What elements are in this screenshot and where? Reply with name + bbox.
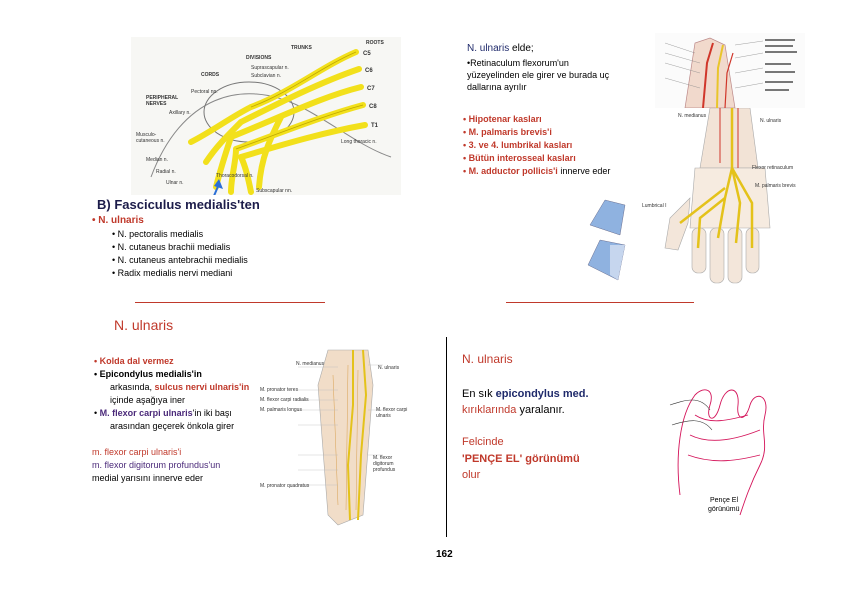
label-pectoral: Pectoral nn. <box>191 89 218 95</box>
bl-bullet-3b: arasından geçerek önkola girer <box>110 421 235 431</box>
innervation-item-3: • 3. ve 4. lumbrikal kasları <box>463 140 573 150</box>
retinaculum-line-2: yüzeyelinden ele girer ve burada uç <box>467 70 610 80</box>
arm-label-ulnaris: N. ulnaris <box>378 365 400 371</box>
label-c5: C5 <box>363 51 371 57</box>
hand-superficial-drawing <box>655 33 805 108</box>
epicondylus-term: epicondylus med. <box>495 388 589 400</box>
ulnaris-hand-title-suffix: elde; <box>509 43 534 54</box>
label-median: Median n. <box>146 157 168 163</box>
br-line-4 <box>462 453 580 465</box>
section-b-sub: • N. ulnaris <box>92 215 144 226</box>
label-thoracodorsal: Thoracodorsal n. <box>216 173 254 179</box>
divider-right <box>506 302 694 303</box>
adductor-pollicis: • M. adductor pollicis'i <box>463 166 558 176</box>
hand-label-ulnaris: N. ulnaris <box>760 118 782 124</box>
section-b-item-2: • N. cutaneus brachii medialis <box>112 242 231 252</box>
fcu-term: M. flexor carpi ulnaris <box>99 408 193 418</box>
vertical-separator <box>446 337 447 537</box>
label-trunks: TRUNKS <box>291 45 312 51</box>
label-axillary: Axillary n. <box>169 110 191 116</box>
hand-superficial-image <box>655 33 805 108</box>
section-b-item-1: • N. pectoralis medialis <box>112 229 204 239</box>
section-b-heading <box>97 197 260 212</box>
bl-para-1: m. flexor carpi ulnaris'i <box>92 447 182 457</box>
bl-para-3: medial yarısını innerve eder <box>92 473 204 483</box>
arm-label-medianus: N. medianus <box>296 361 325 367</box>
section-b-heading-text: B) Fasciculus medialis'ten <box>97 197 260 212</box>
divider-left <box>135 302 325 303</box>
label-c7: C7 <box>367 86 375 92</box>
top-right-heading <box>467 43 534 54</box>
innervation-item-5 <box>463 166 610 176</box>
bl-bullet-2c: içinde aşağıya iner <box>110 395 186 405</box>
bl-bullet-1: • Kolda dal vermez <box>94 356 174 366</box>
hand-label-lumbrical: Lumbrical I <box>642 203 667 209</box>
hand-nerve-image <box>640 108 800 288</box>
label-roots: ROOTS <box>366 40 384 46</box>
retinaculum-line-1: •Retinaculum flexorum'un <box>467 58 569 68</box>
label-suprascapular: Suprascapular n. <box>251 65 289 71</box>
forearm-nerve-drawing <box>258 345 408 530</box>
label-c8: C8 <box>369 104 377 110</box>
sensory-map-image <box>580 195 635 290</box>
arm-label-fcu: M. flexor carpi ulnaris <box>376 407 408 419</box>
label-cords: CORDS <box>201 72 220 78</box>
label-t1: T1 <box>371 123 379 129</box>
label-c6: C6 <box>365 68 373 74</box>
innervation-item-2: • M. palmaris brevis'i <box>463 127 552 137</box>
label-subscapular: Subscapular nn. <box>256 188 293 194</box>
bl-bullet-3-rest: 'in iki başı <box>192 408 232 418</box>
claw-caption-1: Pençe El <box>710 497 739 504</box>
arm-label-pq: M. pronator quadratus <box>260 483 310 489</box>
br-line-1-pre: En sık <box>462 388 496 400</box>
label-divisions: DIVISIONS <box>246 55 272 61</box>
innervation-item-5-rest: innerve eder <box>557 166 611 176</box>
hand-label-medianus: N. medianus <box>678 113 707 119</box>
label-musculo: Musculo-cutaneous n. <box>136 132 165 144</box>
forearm-nerve-image <box>258 345 408 530</box>
hand-label-flexor: Flexor retinaculum <box>752 165 794 171</box>
bl-bullet-3-pre: • <box>94 408 100 418</box>
brachial-plexus-image <box>131 37 401 195</box>
br-line-1 <box>462 388 589 400</box>
claw-caption-2: görünümü <box>708 506 740 513</box>
arm-label-palmaris: M. palmaris longus <box>260 407 302 413</box>
hand-nerve-drawing <box>640 108 800 288</box>
label-radial: Radial n. <box>156 169 176 175</box>
bl-bullet-2b <box>110 382 249 392</box>
arm-label-fcr: M. flexor carpi radialis <box>260 397 309 403</box>
label-peripheral: PERIPHERAL NERVES <box>146 95 179 107</box>
label-ulnar: Ulnar n. <box>166 180 184 186</box>
sulcus-term: sulcus nervi ulnaris'in <box>154 382 250 392</box>
section-b-item-3: • N. cutaneus antebrachii medialis <box>112 255 248 265</box>
section-b-item-4: • Radix medialis nervi mediani <box>112 268 233 278</box>
label-subclavian: Subclavian n. <box>251 73 282 79</box>
br-line-5: olur <box>462 469 481 481</box>
bl-bullet-2: • Epicondylus medialis'in <box>94 369 202 379</box>
hand-label-palmaris: M. palmaris brevis <box>755 183 796 189</box>
sensory-map-drawing <box>580 195 635 290</box>
bl-bullet-2b-pre: arkasında, <box>110 382 155 392</box>
innervation-item-1: • Hipotenar kasları <box>463 114 542 124</box>
kiriklar-term: kırıklarında <box>462 404 517 416</box>
ulnaris-hand-title: N. ulnaris <box>467 43 510 54</box>
mid-title: N. ulnaris <box>114 317 174 333</box>
bl-para-2: m. flexor digitorum profundus'un <box>92 460 221 470</box>
claw-hand-image <box>660 375 780 520</box>
arm-label-pronator: M. pronator teres <box>260 387 299 393</box>
pence-el-term: 'PENÇE EL' görünümü <box>462 453 580 465</box>
br-title: N. ulnaris <box>462 352 513 366</box>
bl-bullet-3 <box>94 408 232 418</box>
br-line-2 <box>462 404 565 416</box>
retinaculum-line-3: dallarına ayrılır <box>467 82 527 92</box>
label-long-thoracic: Long thoracic n. <box>341 139 377 145</box>
innervation-item-4: • Bütün interosseal kasları <box>463 153 576 163</box>
page-number: 162 <box>436 549 453 560</box>
arm-label-fdp: M. flexor digitorum profundus <box>373 455 396 473</box>
br-line-3: Felcinde <box>462 436 504 448</box>
br-line-2-rest: yaralanır. <box>516 404 565 416</box>
